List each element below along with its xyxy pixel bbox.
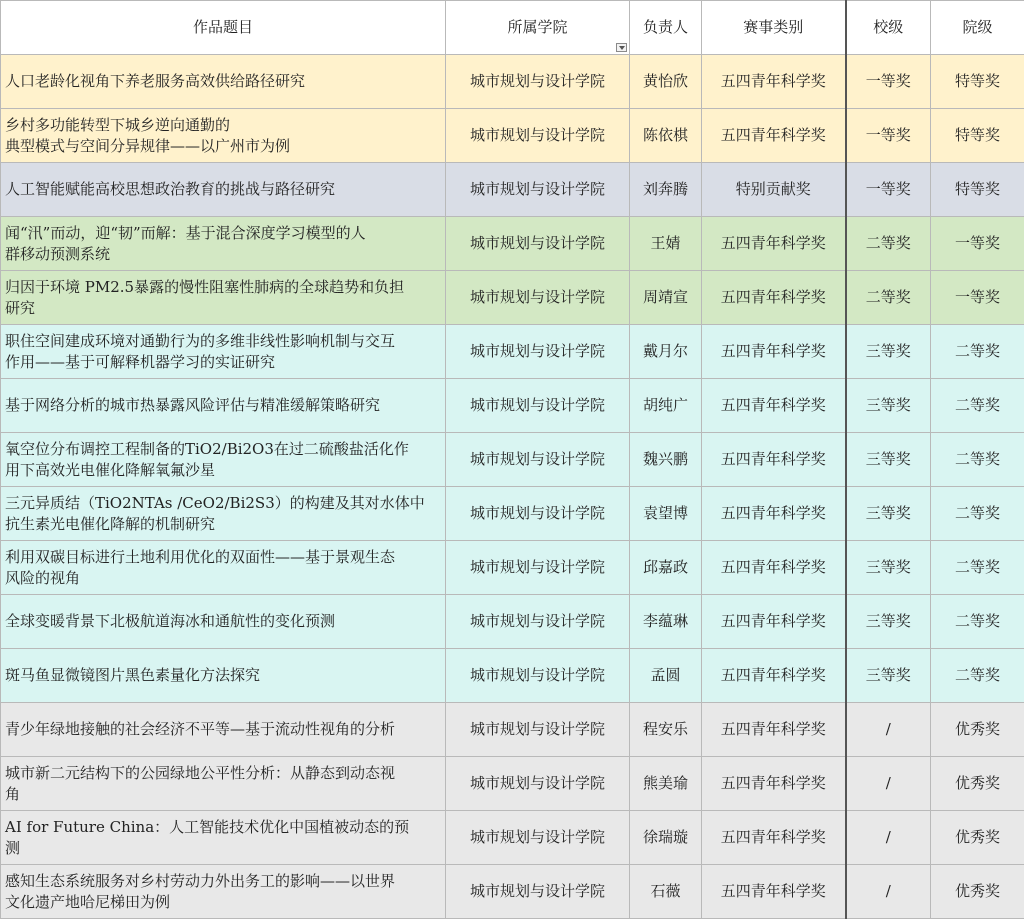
title-line: 用下高效光电催化降解氧氟沙星 — [5, 460, 216, 479]
cell-college[interactable]: 城市规划与设计学院 — [446, 595, 630, 649]
table-body — [1, 55, 1024, 919]
header-row — [1, 1, 1024, 55]
title-line: 风险的视角 — [5, 568, 81, 587]
cell-leader[interactable]: 刘奔腾 — [630, 163, 702, 217]
cell-college-level[interactable]: 特等奖 — [931, 55, 1024, 109]
cell-title[interactable] — [1, 649, 446, 703]
title-line: 青少年绿地接触的社会经济不平等—基于流动性视角的分析 — [5, 720, 396, 738]
cell-category[interactable]: 五四青年科学奖 — [702, 379, 846, 433]
cell-title[interactable] — [1, 703, 446, 757]
cell-school-level[interactable]: 二等奖 — [846, 217, 931, 271]
cell-college-level[interactable]: 一等奖 — [931, 217, 1024, 271]
cell-college-level[interactable]: 二等奖 — [931, 595, 1024, 649]
cell-category[interactable]: 特别贡献奖 — [702, 163, 846, 217]
cell-college-level[interactable]: 二等奖 — [931, 541, 1024, 595]
cell-college-level[interactable]: 特等奖 — [931, 163, 1024, 217]
table-row — [1, 865, 1024, 919]
title-line: 感知生态系统服务对乡村劳动力外出务工的影响——以世界 — [5, 871, 396, 890]
title-line: 典型模式与空间分异规律——以广州市为例 — [5, 136, 291, 155]
title-line: 氧空位分布调控工程制备的TiO2/Bi2O3在过二硫酸盐活化作 — [5, 439, 409, 458]
table-row — [1, 811, 1024, 865]
cell-leader[interactable]: 孟圆 — [630, 649, 702, 703]
cell-title[interactable] — [1, 109, 446, 163]
title-line: 角 — [5, 784, 21, 803]
cell-title[interactable] — [1, 379, 446, 433]
cell-college-level[interactable]: 二等奖 — [931, 649, 1024, 703]
cell-title[interactable] — [1, 541, 446, 595]
cell-category[interactable]: 五四青年科学奖 — [702, 325, 846, 379]
header-college-label: 所属学院 — [507, 18, 568, 36]
cell-college-level[interactable]: 二等奖 — [931, 379, 1024, 433]
cell-college[interactable]: 城市规划与设计学院 — [446, 541, 630, 595]
title-line: 人口老龄化视角下养老服务高效供给路径研究 — [5, 72, 306, 90]
cell-college-level[interactable]: 一等奖 — [931, 271, 1024, 325]
cell-category[interactable]: 五四青年科学奖 — [702, 541, 846, 595]
header-school-level: 校级 — [846, 1, 931, 55]
cell-college-level[interactable]: 特等奖 — [931, 109, 1024, 163]
title-line: AI for Future China：人工智能技术优化中国植被动态的预 — [5, 817, 410, 836]
cell-college[interactable]: 城市规划与设计学院 — [446, 703, 630, 757]
cell-school-level[interactable]: 三等奖 — [846, 379, 931, 433]
cell-college-level[interactable]: 优秀奖 — [931, 757, 1024, 811]
cell-leader[interactable]: 陈依棋 — [630, 109, 702, 163]
cell-college[interactable]: 城市规划与设计学院 — [446, 109, 630, 163]
cell-title[interactable] — [1, 811, 446, 865]
cell-school-level[interactable]: 二等奖 — [846, 271, 931, 325]
title-line: 抗生素光电催化降解的机制研究 — [5, 514, 216, 533]
cell-school-level[interactable]: 三等奖 — [846, 541, 931, 595]
cell-category[interactable]: 五四青年科学奖 — [702, 595, 846, 649]
cell-school-level[interactable]: 三等奖 — [846, 649, 931, 703]
cell-category[interactable]: 五四青年科学奖 — [702, 217, 846, 271]
table-row — [1, 541, 1024, 595]
table-row — [1, 757, 1024, 811]
cell-college[interactable]: 城市规划与设计学院 — [446, 379, 630, 433]
cell-school-level[interactable]: / — [846, 865, 931, 919]
cell-leader[interactable]: 胡纯广 — [630, 379, 702, 433]
cell-category[interactable]: 五四青年科学奖 — [702, 703, 846, 757]
table-row — [1, 703, 1024, 757]
cell-college-level[interactable]: 二等奖 — [931, 433, 1024, 487]
title-line: 三元异质结（TiO2NTAs /CeO2/Bi2S3）的构建及其对水体中 — [5, 493, 425, 512]
cell-school-level[interactable]: 一等奖 — [846, 55, 931, 109]
cell-title[interactable] — [1, 865, 446, 919]
table-row — [1, 217, 1024, 271]
cell-title[interactable] — [1, 325, 446, 379]
table-row — [1, 163, 1024, 217]
title-line: 群移动预测系统 — [5, 244, 111, 263]
title-line: 研究 — [5, 298, 36, 317]
cell-category[interactable]: 五四青年科学奖 — [702, 433, 846, 487]
title-line: 乡村多功能转型下城乡逆向通勤的 — [5, 115, 231, 134]
table-row — [1, 649, 1024, 703]
cell-category[interactable]: 五四青年科学奖 — [702, 865, 846, 919]
cell-college[interactable]: 城市规划与设计学院 — [446, 163, 630, 217]
cell-leader[interactable]: 熊美瑜 — [630, 757, 702, 811]
header-title: 作品题目 — [1, 1, 446, 55]
table-row — [1, 271, 1024, 325]
table-row — [1, 379, 1024, 433]
cell-leader[interactable]: 李蕴琳 — [630, 595, 702, 649]
cell-college[interactable]: 城市规划与设计学院 — [446, 271, 630, 325]
cell-title[interactable] — [1, 271, 446, 325]
cell-title[interactable] — [1, 55, 446, 109]
cell-title[interactable] — [1, 595, 446, 649]
title-line: 作用——基于可解释机器学习的实证研究 — [5, 352, 276, 371]
cell-college-level[interactable]: 优秀奖 — [931, 703, 1024, 757]
cell-college-level[interactable]: 二等奖 — [931, 487, 1024, 541]
header-category: 赛事类别 — [702, 1, 846, 55]
cell-college-level[interactable]: 二等奖 — [931, 325, 1024, 379]
cell-leader[interactable]: 袁望博 — [630, 487, 702, 541]
header-college-level: 院级 — [931, 1, 1024, 55]
table-row — [1, 55, 1024, 109]
cell-school-level[interactable]: 三等奖 — [846, 595, 931, 649]
cell-title[interactable] — [1, 433, 446, 487]
title-line: 全球变暖背景下北极航道海冰和通航性的变化预测 — [5, 612, 336, 630]
cell-leader[interactable]: 徐瑞璇 — [630, 811, 702, 865]
cell-leader[interactable]: 王婧 — [630, 217, 702, 271]
cell-leader[interactable]: 黄怡欣 — [630, 55, 702, 109]
cell-school-level[interactable]: 一等奖 — [846, 109, 931, 163]
cell-leader[interactable]: 魏兴鹏 — [630, 433, 702, 487]
cell-school-level[interactable]: 三等奖 — [846, 487, 931, 541]
cell-category[interactable]: 五四青年科学奖 — [702, 649, 846, 703]
title-line: 测 — [5, 838, 21, 857]
title-line: 城市新二元结构下的公园绿地公平性分析：从静态到动态视 — [5, 763, 396, 782]
header-leader: 负责人 — [630, 1, 702, 55]
cell-college[interactable]: 城市规划与设计学院 — [446, 757, 630, 811]
cell-leader[interactable]: 程安乐 — [630, 703, 702, 757]
header-college — [446, 1, 630, 55]
cell-title[interactable] — [1, 217, 446, 271]
cell-college[interactable]: 城市规划与设计学院 — [446, 433, 630, 487]
cell-college[interactable]: 城市规划与设计学院 — [446, 217, 630, 271]
cell-school-level[interactable]: / — [846, 703, 931, 757]
table-row — [1, 109, 1024, 163]
cell-category[interactable]: 五四青年科学奖 — [702, 271, 846, 325]
table-row — [1, 325, 1024, 379]
table-row — [1, 433, 1024, 487]
cell-title[interactable] — [1, 163, 446, 217]
cell-category[interactable]: 五四青年科学奖 — [702, 55, 846, 109]
title-line: 闻“汛”而动，迎“韧”而解：基于混合深度学习模型的人 — [5, 223, 366, 242]
cell-title[interactable] — [1, 487, 446, 541]
title-line: 基于网络分析的城市热暴露风险评估与精准缓解策略研究 — [5, 396, 381, 414]
cell-school-level[interactable]: 一等奖 — [846, 163, 931, 217]
table-row — [1, 487, 1024, 541]
cell-college[interactable]: 城市规划与设计学院 — [446, 649, 630, 703]
cell-school-level[interactable]: 三等奖 — [846, 433, 931, 487]
cell-category[interactable]: 五四青年科学奖 — [702, 757, 846, 811]
cell-college[interactable]: 城市规划与设计学院 — [446, 487, 630, 541]
cell-leader[interactable]: 邱嘉政 — [630, 541, 702, 595]
title-line: 文化遗产地哈尼梯田为例 — [5, 892, 171, 911]
cell-category[interactable]: 五四青年科学奖 — [702, 109, 846, 163]
cell-school-level[interactable]: / — [846, 811, 931, 865]
cell-college-level[interactable]: 优秀奖 — [931, 811, 1024, 865]
title-line: 人工智能赋能高校思想政治教育的挑战与路径研究 — [5, 180, 336, 198]
cell-college[interactable]: 城市规划与设计学院 — [446, 325, 630, 379]
title-line: 利用双碳目标进行土地利用优化的双面性——基于景观生态 — [5, 547, 396, 566]
cell-college-level[interactable]: 优秀奖 — [931, 865, 1024, 919]
cell-category[interactable]: 五四青年科学奖 — [702, 811, 846, 865]
cell-college[interactable]: 城市规划与设计学院 — [446, 811, 630, 865]
cell-category[interactable]: 五四青年科学奖 — [702, 487, 846, 541]
cell-school-level[interactable]: 三等奖 — [846, 325, 931, 379]
title-line: 斑马鱼显微镜图片黑色素量化方法探究 — [5, 666, 261, 684]
title-line: 职住空间建成环境对通勤行为的多维非线性影响机制与交互 — [5, 331, 396, 350]
cell-college[interactable]: 城市规划与设计学院 — [446, 55, 630, 109]
cell-college[interactable]: 城市规划与设计学院 — [446, 865, 630, 919]
cell-leader[interactable]: 周靖宣 — [630, 271, 702, 325]
cell-leader[interactable]: 石薇 — [630, 865, 702, 919]
filter-dropdown-icon[interactable] — [616, 43, 627, 52]
title-line: 归因于环境 PM2.5暴露的慢性阻塞性肺病的全球趋势和负担 — [5, 277, 405, 296]
table-row — [1, 595, 1024, 649]
cell-leader[interactable]: 戴月尔 — [630, 325, 702, 379]
cell-title[interactable] — [1, 757, 446, 811]
cell-school-level[interactable]: / — [846, 757, 931, 811]
